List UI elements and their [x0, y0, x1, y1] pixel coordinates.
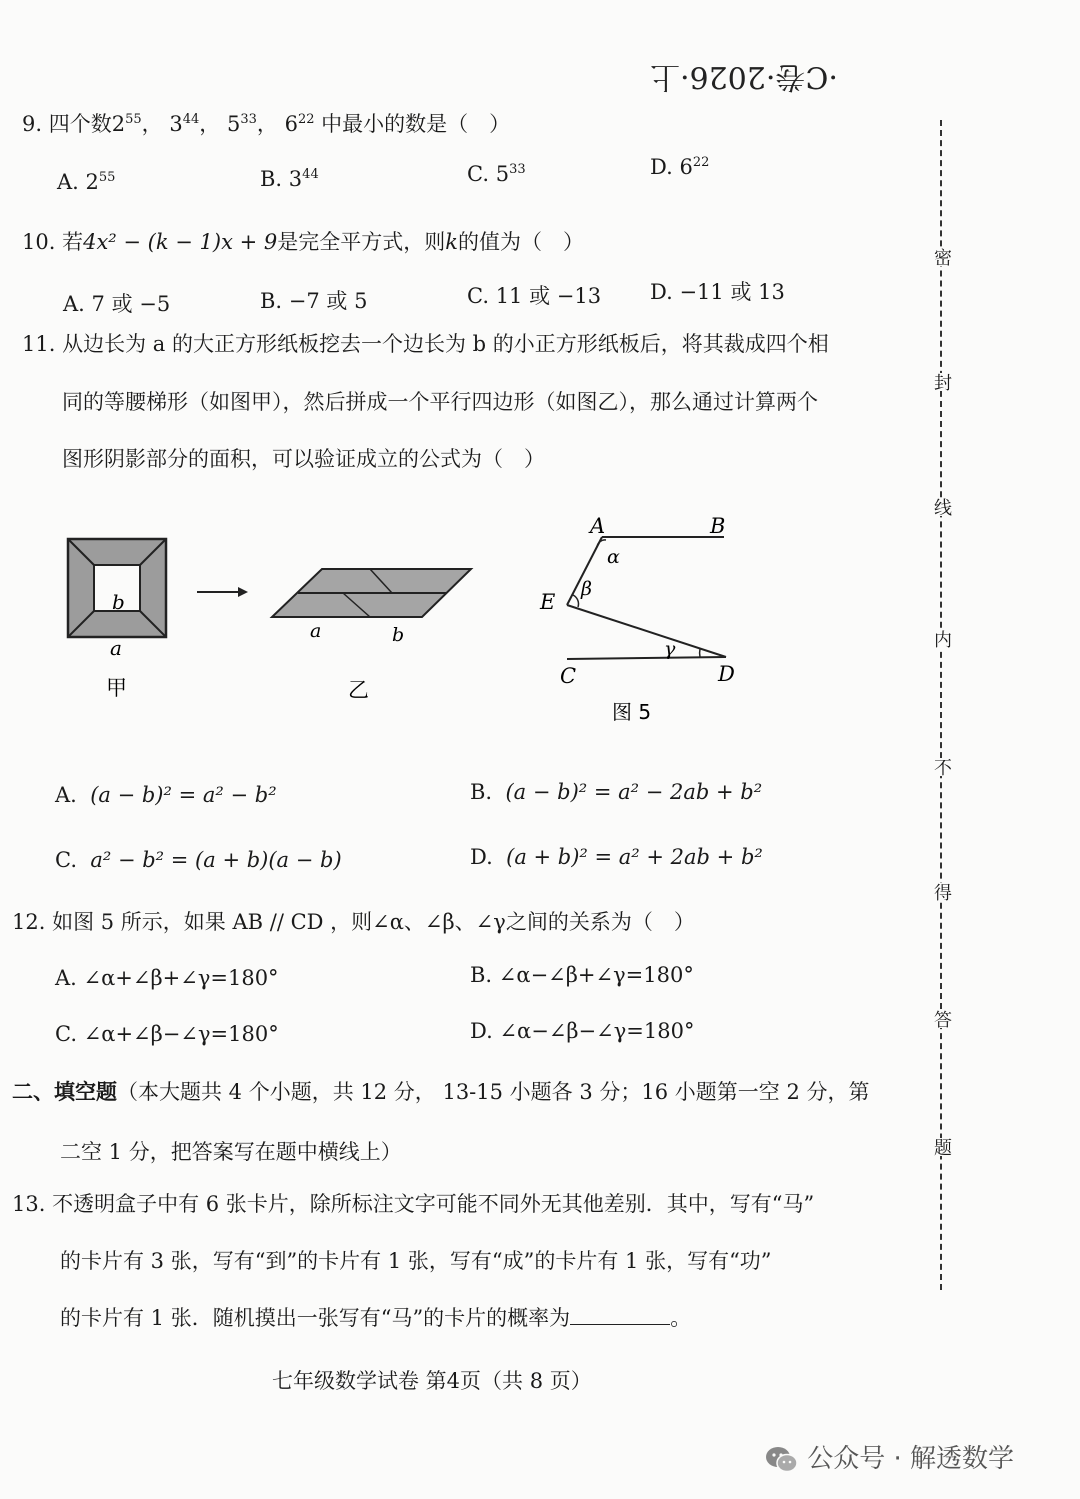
option-a: A. 7 或 −5 [63, 292, 171, 316]
seal-char: 题 [928, 1138, 954, 1156]
svg-text:a: a [110, 636, 122, 660]
seal-char: 封 [928, 373, 954, 391]
question-10: 10. 若4x² − (k − 1)x + 9是完全平方式，则k的值为（ ） [22, 230, 584, 254]
svg-text:甲: 甲 [106, 676, 127, 700]
option-a: A. (a − b)² = a² − b² [55, 783, 277, 807]
figure-5 [539, 514, 735, 724]
question-text-line: 的卡片有 3 张，写有“到”的卡片有 1 张，写有“成”的卡片有 1 张，写有“功” [60, 1249, 772, 1273]
option-d: D. $6^{22}$ [650, 155, 710, 179]
section-heading: 二、填空题（本大题共 4 个小题，共 12 分， 13-15 小题各 3 分；16 小题第一空 2 分，第 [12, 1079, 870, 1104]
header-mark: ·C卷·2026·上 [650, 59, 838, 94]
option-d: D. −11 或 13 [650, 280, 785, 304]
question-13: 13. 不透明盒子中有 6 张卡片，除所标注文字可能不同外无其他差别．其中，写有“马” [12, 1192, 815, 1216]
question-text-line: 的卡片有 1 张．随机摸出一张写有“马”的卡片的概率为 。 [60, 1306, 692, 1330]
figure-yi [272, 569, 471, 702]
seal-char: 密 [928, 248, 954, 266]
question-text-line: 同的等腰梯形（如图甲），然后拼成一个平行四边形（如图乙），那么通过计算两个 [62, 390, 818, 414]
seal-char: 答 [928, 1010, 954, 1028]
svg-text:E: E [540, 590, 556, 614]
seal-char: 不 [928, 758, 954, 776]
seal-char: 内 [928, 630, 954, 648]
svg-text:B: B [710, 514, 726, 538]
option-b: B. $3^{44}$ [260, 167, 319, 191]
question-number: 12. [12, 910, 46, 934]
question-number: 9. [22, 112, 43, 136]
question-number: 13. [12, 1192, 46, 1216]
svg-text:b: b [112, 590, 125, 614]
question-number: 10. [22, 230, 56, 254]
option-c: C. ∠α+∠β−∠γ=180° [55, 1022, 279, 1046]
option-a: A. $2^{55}$ [57, 170, 116, 194]
option-d: D. (a + b)² = a² + 2ab + b² [470, 845, 763, 869]
svg-text:图 5: 图 5 [612, 700, 652, 724]
question-9: 9. 四个数$2^{55}$， $3^{44}$， $5^{33}$， $6^{22}$ 中最小的数是（ ） [22, 112, 511, 136]
power: $3^{44}$ [169, 112, 200, 136]
question-12: 12. 如图 5 所示，如果 AB // CD ，则∠α、∠β、∠γ之间的关系为（ ） [12, 910, 695, 934]
option-b: B. (a − b)² = a² − 2ab + b² [470, 780, 763, 804]
section-description: 二空 1 分，把答案写在题中横线上） [60, 1140, 402, 1164]
option-c: C. $5^{33}$ [467, 162, 526, 186]
svg-text:γ: γ [664, 638, 676, 660]
seal-line [930, 120, 952, 1290]
seal-char: 得 [928, 883, 954, 901]
question-text-line: 图形阴影部分的面积，可以验证成立的公式为（ ） [62, 447, 545, 471]
option-c: C. a² − b² = (a + b)(a − b) [55, 848, 342, 872]
svg-text:D: D [718, 662, 735, 686]
power: $2^{55}$ [111, 112, 142, 136]
svg-text:β: β [581, 578, 592, 600]
svg-text:乙: 乙 [348, 678, 369, 702]
power: $5^{33}$ [226, 112, 257, 136]
svg-text:C: C [560, 664, 577, 688]
option-b: B. ∠α−∠β+∠γ=180° [470, 963, 694, 987]
wechat-icon [765, 1445, 799, 1475]
question-text: 中最小的数是（ ） [321, 112, 511, 136]
arrow-icon [197, 587, 248, 597]
power: $6^{22}$ [284, 112, 315, 136]
option-b: B. −7 或 5 [260, 289, 368, 313]
page-footer: 七年级数学试卷 第4页（共 8 页） [272, 1369, 592, 1393]
svg-text:α: α [607, 546, 620, 568]
question-number: 11. [22, 332, 56, 356]
figures [40, 505, 820, 745]
svg-text:a: a [310, 620, 322, 642]
question-text: 四个数 [48, 112, 112, 136]
svg-text:b: b [392, 624, 405, 646]
watermark: 公众号 · 解透数学 [765, 1438, 1014, 1475]
seal-char: 线 [928, 498, 954, 516]
option-c: C. 11 或 −13 [467, 284, 602, 308]
svg-text:A: A [590, 514, 606, 538]
option-d: D. ∠α−∠β−∠γ=180° [470, 1019, 695, 1043]
math-expression: 4x² − (k − 1)x + 9 [83, 230, 278, 254]
option-a: A. ∠α+∠β+∠γ=180° [55, 966, 279, 990]
question-11: 11. 从边长为 a 的大正方形纸板挖去一个边长为 b 的小正方形纸板后，将其裁成四个相 [22, 332, 829, 356]
answer-blank[interactable] [570, 1304, 670, 1325]
figure-jia [68, 539, 166, 700]
